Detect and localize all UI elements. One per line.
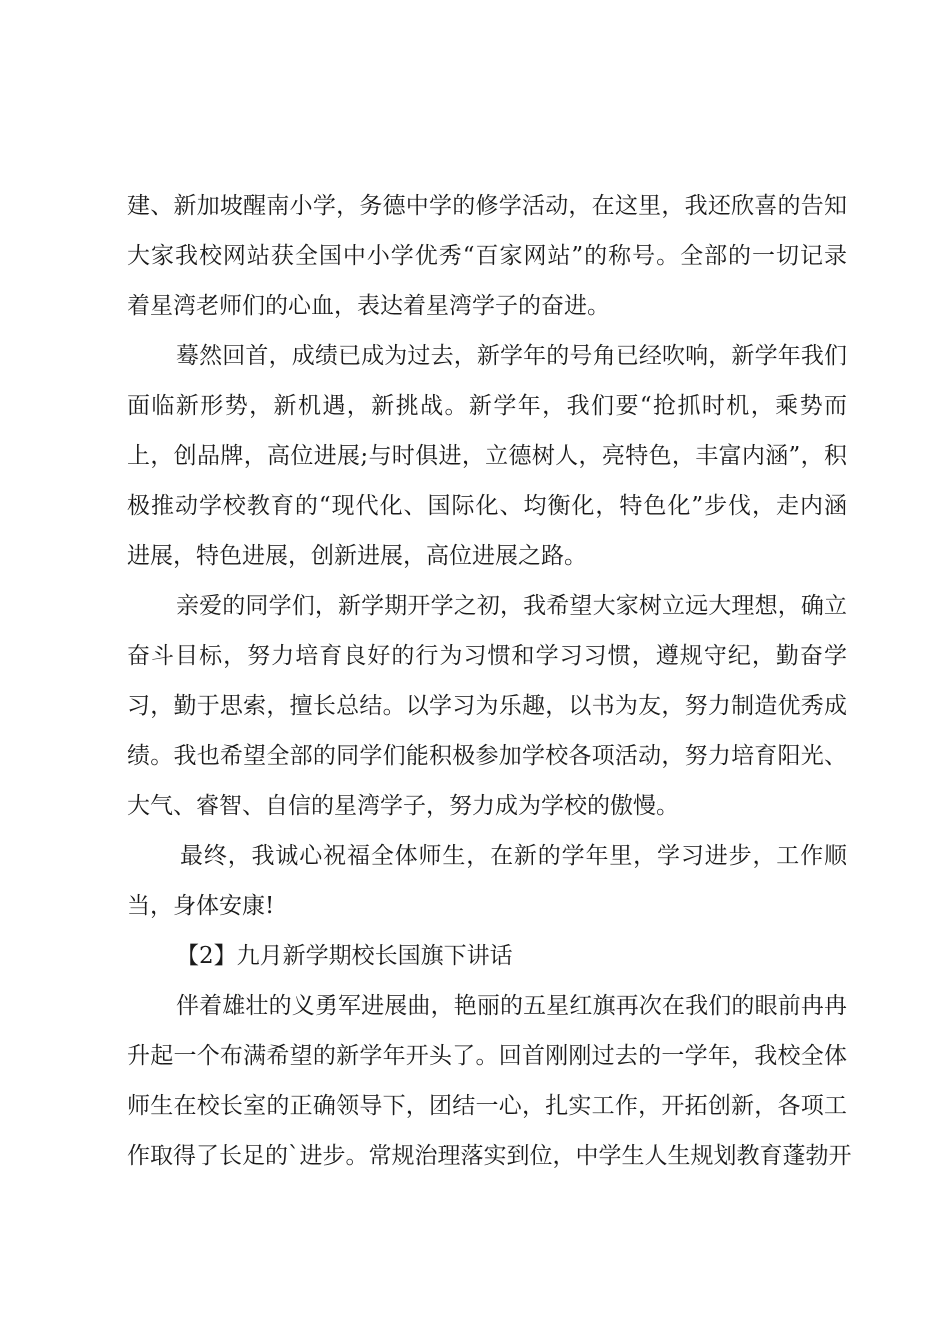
paragraph-line: 师生在校长室的正确领导下，团结一心，扎实工作，开拓创新，各项工 — [127, 1093, 847, 1119]
paragraph-line: 绩。我也希望全部的同学们能积极参加学校各项活动，努力培育阳光、 — [127, 743, 847, 769]
paragraph-line: 作取得了长足的`进步。常规治理落实到位，中学生人生规划教育蓬勃开 — [127, 1143, 852, 1169]
section-heading: 【2】九月新学期校长国旗下讲话 — [176, 943, 513, 969]
paragraph-line: 进展，特色进展，创新进展，高位进展之路。 — [127, 543, 587, 569]
paragraph-line: 习，勤于思索，擅长总结。以学习为乐趣，以书为友，努力制造优秀成 — [127, 693, 847, 719]
paragraph-line: 大家我校网站获全国中小学优秀“百家网站”的称号。全部的一切记录 — [127, 243, 847, 269]
paragraph-line: 伴着雄壮的义勇军进展曲，艳丽的五星红旗再次在我们的眼前冉冉 — [176, 993, 847, 1019]
paragraph-line: 上，创品牌，高位进展;与时俱进，立德树人，亮特色，丰富内涵”，积 — [127, 443, 847, 469]
paragraph-line: 建、新加坡醒南小学，务德中学的修学活动，在这里，我还欣喜的告知 — [127, 193, 847, 219]
paragraph-line: 亲爱的同学们，新学期开学之初，我希望大家树立远大理想，确立 — [176, 593, 847, 619]
paragraph-line: 着星湾老师们的心血，表达着星湾学子的奋进。 — [127, 293, 610, 319]
paragraph-line: 大气、睿智、自信的星湾学子，努力成为学校的傲慢。 — [127, 793, 679, 819]
paragraph-line: 蓦然回首，成绩已成为过去，新学年的号角已经吹响，新学年我们 — [176, 343, 847, 369]
paragraph-line: 面临新形势，新机遇，新挑战。新学年，我们要“抢抓时机，乘势而 — [127, 393, 847, 419]
paragraph-line: 奋斗目标，努力培育良好的行为习惯和学习习惯，遵规守纪，勤奋学 — [127, 643, 847, 669]
paragraph-line: 极推动学校教育的“现代化、国际化、均衡化，特色化”步伐，走内涵 — [127, 493, 847, 519]
paragraph-line: 升起一个布满希望的新学年开头了。回首刚刚过去的一学年，我校全体 — [127, 1043, 847, 1069]
paragraph-line: 当，身体安康! — [127, 893, 275, 919]
paragraph-line: 最终，我诚心祝福全体师生，在新的学年里，学习进步，工作顺 — [180, 843, 847, 869]
